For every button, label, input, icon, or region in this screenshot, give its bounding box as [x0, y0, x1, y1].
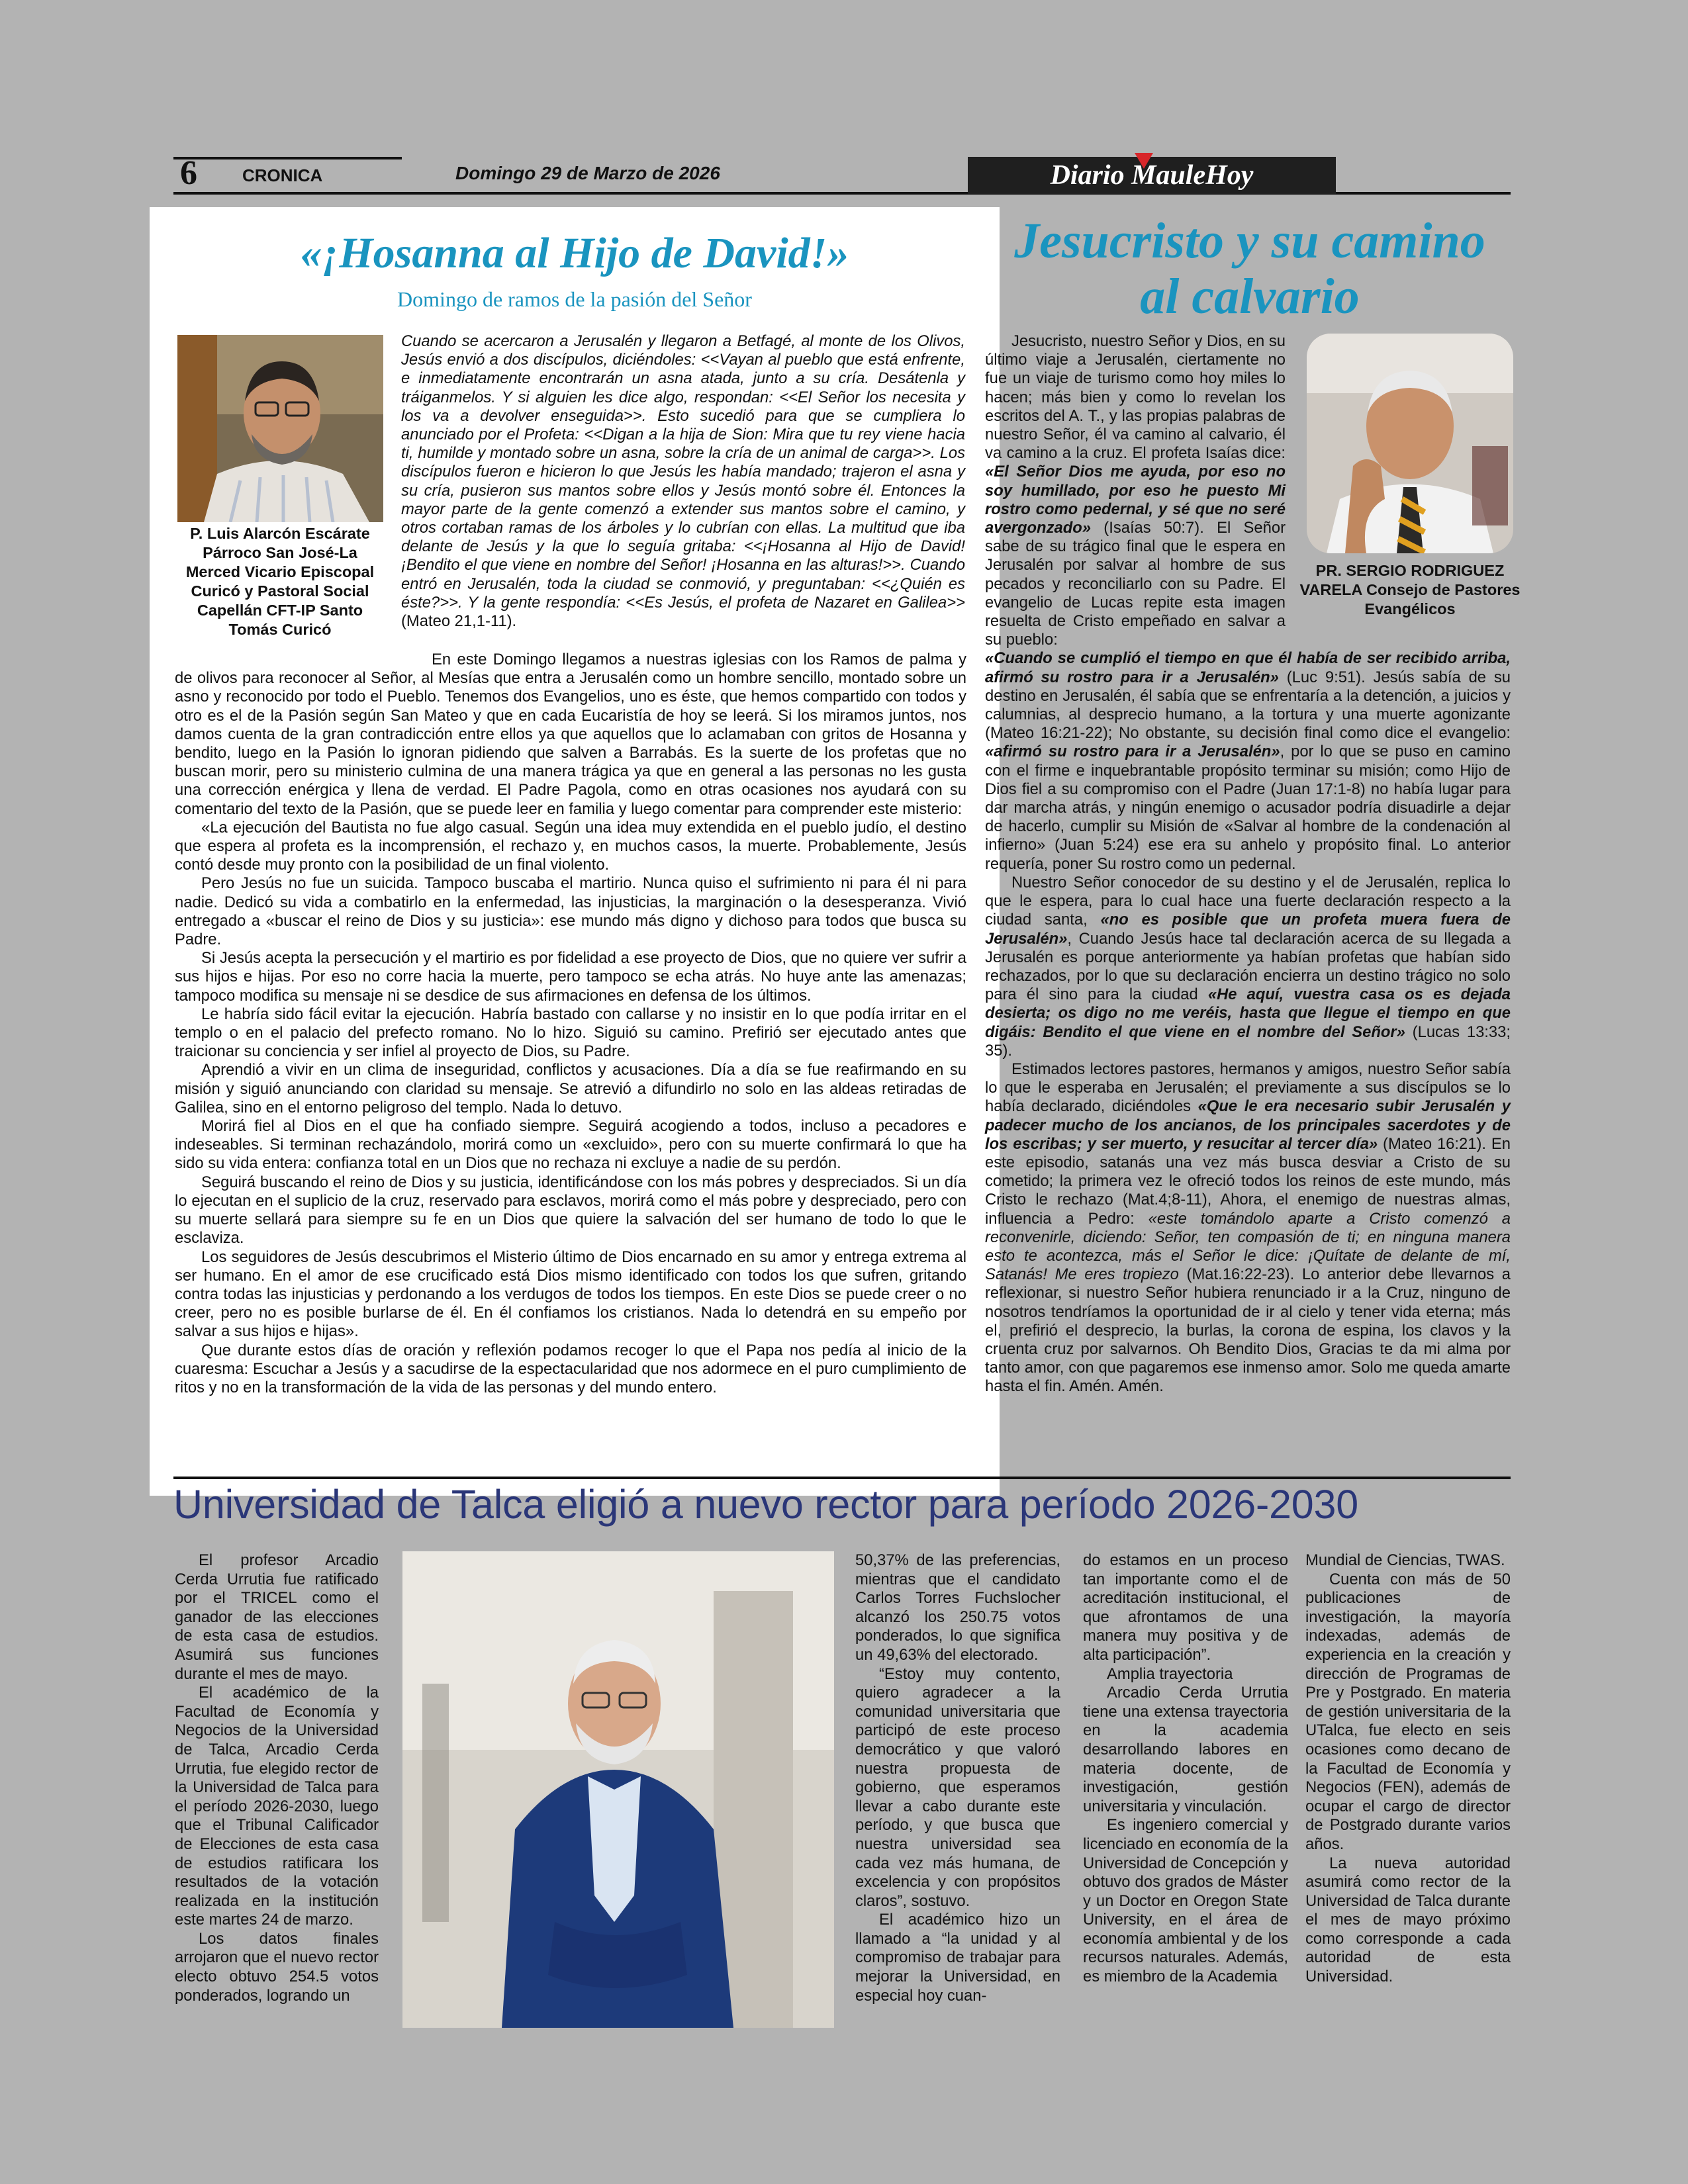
- paragraph: Arcadio Cerda Urrutia tiene una extensa trayectoria en la academia desarrollando labores en materia docente, de investigación, gestión universitaria y vinculación.: [1083, 1684, 1288, 1815]
- paragraph: Mundial de Ciencias, TWAS.: [1305, 1551, 1505, 1569]
- paragraph: Seguirá buscando el reino de Dios y su justicia, identificándose con los más pobres y despreciados. Si un día lo ejecutan en el suplicio de la cruz, reservado para esclavos, morirá como el más pobre y despreciado, pero con su muerte sellará para siempre su fe en un Dios que quiere la salvación del ser humano de todo lo que le esclaviza.: [175, 1173, 966, 1248]
- subheading: Amplia trayectoria: [1107, 1664, 1233, 1683]
- article-calvario-title: Jesucristo y su camino al calvario: [1014, 213, 1485, 324]
- article-hosanna-body: [175, 651, 966, 1397]
- paragraph: La nueva autoridad asumirá como rector de la Universidad de Talca durante el mes de mayo próximo como corresponde a cada autoridad de esta Universidad.: [1305, 1854, 1511, 1986]
- paragraph: Cuenta con más de 50 publicaciones de investigación, la mayoría indexadas, además de experiencia en la creación y dirección de Programas de Pre y Postgrado. En materia de gestión universitaria de la UTalca, fue electo en seis ocasiones como decano de la Facultad de Economía y Negocios (FEN), además de ocupar el cargo de director de Postgrado durante varios años.: [1305, 1570, 1511, 1853]
- paragraph: Jesucristo, nuestro Señor y Dios, en su último viaje a Jerusalén, ciertamente no fue un viaje de turismo como hoy miles lo hacen; más bien y como lo revelan los escritos del A. T., y las propias palabras de nuestro Señor, él va camino al calvario, él va camino a la cruz. El profeta Isaías dice: «El Señor Dios me ayuda, por eso no soy humillado, por eso he puesto Mi rostro como pedernal, y sé que no seré avergonzado» (Isaías 50:7). El Señor sabe de su trágico final que le espera en Jerusalén por salvar al hombre de sus pecados y reconciliarlo con su Padre. El evangelio de Lucas repite esta imagen resuelta de Cristo empeñado en salvar a su pueblo:: [985, 332, 1286, 649]
- page-number: 6: [180, 154, 197, 192]
- paragraph: El académico hizo un llamado a “la unidad y al compromiso de trabajar para mejorar la Universidad, en especial hoy cuan-: [855, 1911, 1060, 2005]
- author-caption-rodriguez: PR. SERGIO RODRIGUEZ VARELA Consejo de Pastores Evangélicos: [1299, 562, 1521, 617]
- article-hosanna-subtitle: Domingo de ramos de la pasión del Señor: [397, 287, 752, 311]
- paragraph: Los datos finales arrojaron que el nuevo rector electo obtuvo 254.5 votos ponderados, logrando un: [175, 1929, 379, 2005]
- paragraph: Pero Jesús no fue un suicida. Tampoco buscaba el martirio. Nunca quiso el sufrimiento ni para él ni para nadie. Dedicó su vida a combatirlo en la enfermedad, las injusticias, la marginación o la desesperanza. Vivió entregado a «buscar el reino de Dios y su justicia»: ese mundo más digno y dichoso para todos que busca su Padre.: [175, 874, 966, 949]
- section-label: CRONICA: [242, 165, 323, 185]
- author-caption-alarcon: P. Luis Alarcón Escárate Párroco San José-La Merced Vicario Episcopal Curicó y Pastoral Social Capellán CFT-IP Santo Tomás Curicó: [185, 525, 375, 638]
- paragraph: En este Domingo llegamos a nuestras iglesias con los Ramos de palma y de olivos para reconocer al Señor, al Mesías que entra a Jerusalén como un hombre sencillo, montado sobre un asno y reconocido por todo el Pueblo. Tenemos dos Evangelios, uno es éste, que hemos compartido con todos y otro es el de la Pasión según San Mateo y que en cada Eucaristía de hoy se leerá. Si los miramos juntos, nos damos cuenta de la gran contradicción entre ellos ya que aquellos que lo aclamaban con gritos de Hosanna y bendito, luego en la Pasión lo ignoran pidiendo que salven a Barrabás. Es la suerte de los profetas que no buscan morir, pero su ministerio culmina de una manera trágica ya que en general a las personas no les gusta una corrección enérgica y llena de verdad. El Padre Pagola, como en otras ocasiones nos ayudará con su comentario del texto de la Pasión, que se puede leer en familia y luego comentar para comprender este misterio:: [175, 651, 966, 818]
- paragraph: Nuestro Señor conocedor de su destino y el de Jerusalén, replica lo que le espera, para lo cual hace una fuerte declaración respecto a la ciudad santa, «no es posible que un profeta muera fuera de Jerusalén», Cuando Jesús hace tal declaración acerca de su llegada a Jerusalén es porque anteriormente ya habían profetas que habían sido rechazados, por lo que su declaración encierra un destino trágico no solo para él sino para la ciudad «He aquí, vuestra casa os es dejada desierta; os digo no me veréis, hasta que llegue el tiempo en que digáis: Bendito el que viene en el nombre del Señor» (Lucas 13:33; 35).: [985, 873, 1511, 1060]
- article-utalca-headline: Universidad de Talca eligió a nuevo rector para período 2026-2030: [173, 1482, 1358, 1527]
- issue-date: Domingo 29 de Marzo de 2026: [455, 163, 720, 183]
- logo-flag-icon: [1135, 153, 1153, 169]
- paragraph: do estamos en un proceso tan importante como el de acreditación institucional, el que afrontamos de una manera muy positiva y de alta participación”.: [1083, 1551, 1288, 1664]
- author-photo-alarcon: [177, 335, 383, 522]
- paragraph: “Estoy muy contento, quiero agradecer a la comunidad universitaria que participó de este proceso democrático y que valoró nuestra propuesta de gobierno, que esperamos llevar a cabo durante este período, y que busca que nuestra universidad sea cada vez más humana, de excelencia y con propósitos claros”, sostuvo.: [855, 1664, 1060, 1910]
- paragraph-continued: «Cuando se cumplió el tiempo en que él había de ser recibido arriba, afirmó su rostro para ir a Jerusalén» (Luc 9:51). Jesús sabía de su destino en Jerusalén, él sabía que se enfrentaría a la detención, a juicios y calumnias, al desprecio humano, a la tortura y una muerte agonizante (Mateo 16:21-22); No obstante, su decisión final como dice el evangelio: «afirmó su rostro para ir a Jerusalén», por lo que se puso en camino con el firme e inquebrantable propósito terminar su misión; como Hijo de Dios fiel a su compromiso con el Padre (Juan 17:1-8) no había lugar para dar marcha atrás, y ningún enemigo o acusador podría disuadirle a dejar de hacerlo, cumplir su Misión de «Salvar al hombre de la condenación al infierno» (Juan 5:24) ese era su anhelo y propósito final. Lo anterior requería, poner Su rostro como un pedernal.: [985, 649, 1511, 873]
- paragraph: Estimados lectores pastores, hermanos y amigos, nuestro Señor sabía lo que le esperaba en Jerusalén; el previamente a sus discípulos se lo había declarado, diciéndoles «Que le era necesario subir Jerusalén y padecer mucho de los ancianos, de los principales sacerdotes y de los escribas; y ser muerto, y resucitar al tercer día» (Mateo 16:21). En este episodio, satanás una vez más busca desviar a Cristo de su cometido; la primera vez le ofreció todos los reinos de este mundo, más Cristo le rechazo (Mat.4;8-11), Ahora, el enemigo de nuestras almas, influencia a Pedro: «este tomándolo aparte a Cristo comenzó a reconvenirle, diciendo: Señor, ten compasión de ti; en ninguna manera esto te acontezca, más el Señor le dice: ¡Quítate de delante de mí, Satanás! Me eres tropiezo (Mat.16:22-23). Lo anterior debe llevarnos a reflexionar, si nuestro Señor hubiera renunciado ir a la Cruz, ninguno de nosotros tendríamos la oportunidad de ir al cielo y tener vida eterna; más el, prefirió el desprecio, la burlas, la corona de espina, los clavos y la cruenta cruz por salvarnos. Oh Bendito Dios, Gracias te da mi alma por tanto amor, con que pagaremos ese inmenso amor. Solo me queda amarte hasta el fin. Amén. Amén.: [985, 1060, 1511, 1396]
- article-utalca-column-1: [175, 1551, 379, 2005]
- paragraph: Los seguidores de Jesús descubrimos el Misterio último de Dios encarnado en su amor y entrega extrema al ser humano. En el amor de ese crucificado está Dios mismo identificado con todos los que sufren, gritando contra todas las injusticias y perdonando a los verdugos de todos los tiempos. En este Dios se puede creer o no creer, pero no es posible burlarse de él. En él confiamos los cristianos. Nada lo detendrá en su empeño por salvar a sus hijos e hijas».: [175, 1248, 966, 1341]
- paragraph: El académico de la Facultad de Economía y Negocios de la Universidad de Talca, Arcadio Cerda Urrutia, fue elegido rector de la Universidad de Talca para el período 2026-2030, luego que el Tribunal Calificador de Elecciones de esta casa de estudios ratificara los resultados de la votación realizada en la institución este martes 24 de marzo.: [175, 1684, 379, 1929]
- paragraph: 50,37% de las preferencias, mientras que el candidato Carlos Torres Fuchslocher alcanzó los 250.75 votos ponderados, lo que significa un 49,63% del electorado.: [855, 1551, 1060, 1664]
- paragraph: «La ejecución del Bautista no fue algo casual. Según una idea muy extendida en el pueblo judío, el destino que espera al profeta es la incomprensión, el rechazo y, en muchos casos, la muerte. Probablemente, Jesús contó desde muy pronto con la posibilidad de un final violento.: [175, 818, 966, 874]
- paragraph: El profesor Arcadio Cerda Urrutia fue ratificado por el TRICEL como el ganador de las elecciones de esta casa de estudios. Asumirá sus funciones durante el mes de mayo.: [175, 1551, 379, 1683]
- article-utalca-column-4: [1305, 1551, 1511, 1987]
- article-calvario-body: [985, 332, 1511, 1396]
- newspaper-logo: Diario MauleHoy: [968, 157, 1336, 194]
- paragraph: Es ingeniero comercial y licenciado en economía de la Universidad de Concepción y obtuvo dos grados de Máster y un Doctor en Oregon State University, en el área de economía ambiental y de los recursos naturales. Además, es miembro de la Academia: [1083, 1816, 1288, 1986]
- paragraph: Que durante estos días de oración y reflexión podamos recoger lo que el Papa nos pedía al inicio de la cuaresma: Escuchar a Jesús y a sacudirse de la espectacularidad que nos adormece en el puro cumplimiento de ritos y no en la transformación de la vida de las personas y del mundo entero.: [175, 1341, 966, 1396]
- paragraph: Si Jesús acepta la persecución y el martirio es por fidelidad a ese proyecto de Dios, que no quiere ver sufrir a sus hijos e hijas. Por eso no corre hacia la muerte, pero tampoco se echa atrás. No huye ante las amenazas; tampoco modifica su mensaje ni se desdice de sus afirmaciones en defensa de los últimos.: [175, 949, 966, 1005]
- section-divider: [173, 1477, 1511, 1479]
- article-hosanna-title: «¡Hosanna al Hijo de David!»: [300, 229, 849, 277]
- article-utalca-column-3: [1083, 1551, 1288, 1987]
- article-hosanna-gospel-quote: Cuando se acercaron a Jerusalén y llegaron a Betfagé, al monte de los Olivos, Jesús envió a dos discípulos, diciéndoles: <<Vayan al pueblo que está enfrente, e inmediatamente encontrarán un asna atada, junto a su cría. Desátenla y tráiganmelos. Y si alguien les dice algo, respondan: <<El Señor los necesita y los va a devolver enseguida>>. Esto sucedió para que se cumpliera lo anunciado por el Profeta: <<Digan a la hija de Sion: Mira que tu rey viene hacia ti, humilde y montado sobre un asna, sobre la cría de un animal de carga>>. Los discípulos fueron e hicieron lo que Jesús les había mandado; trajeron el asna y su cría, pusieron sus mantos sobre ellos y Jesús montó sobre él. Entonces la mayor parte de la gente comenzó a extender sus mantos sobre el camino, y otros cortaban ramas de los árboles y lo cubrían con ellas. La multitud que iba delante de Jesús y la que lo seguía gritaba: <<¡Hosanna al Hijo de David! ¡Bendito el que viene en nombre del Señor! ¡Hosanna en las alturas!>>. Cuando entró en Jerusalén, toda la ciudad se conmovió, y preguntaban: <<¿Quién es éste?>>. Y la gente respondía: <<Es Jesús, el profeta de Nazaret en Galilea>> (Mateo 21,1-11).: [401, 332, 965, 631]
- paragraph: Aprendió a vivir en un clima de inseguridad, conflictos y acusaciones. Día a día se fue reafirmando en su misión y siguió anunciando con claridad su mensaje. Se atrevió a difundirlo no solo en las aldeas retiradas de Galilea, sino en el entorno peligroso del templo. Nada lo detuvo.: [175, 1061, 966, 1116]
- rector-photo-cerda: [402, 1551, 834, 2028]
- header-rule-short: [173, 157, 402, 159]
- paragraph: Le habría sido fácil evitar la ejecución. Habría bastado con callarse y no insistir en lo que podía irritar en el templo o en el palacio del prefecto romano. No lo hizo. Siguió su camino. Prefirió ser ejecutado antes que traicionar su conciencia y ser infiel al proyecto de Dios, su Padre.: [175, 1005, 966, 1061]
- article-utalca-column-2: [855, 1551, 1060, 2005]
- paragraph: Morirá fiel al Dios en el que ha confiado siempre. Seguirá acogiendo a todos, incluso a pecadores e indeseables. Si terminan rechazándolo, morirá como un «excluido», pero con su muerte confirmará lo que ha sido su vida entera: confianza total en un Dios que no rechaza ni excluye a nadie de su perdón.: [175, 1117, 966, 1173]
